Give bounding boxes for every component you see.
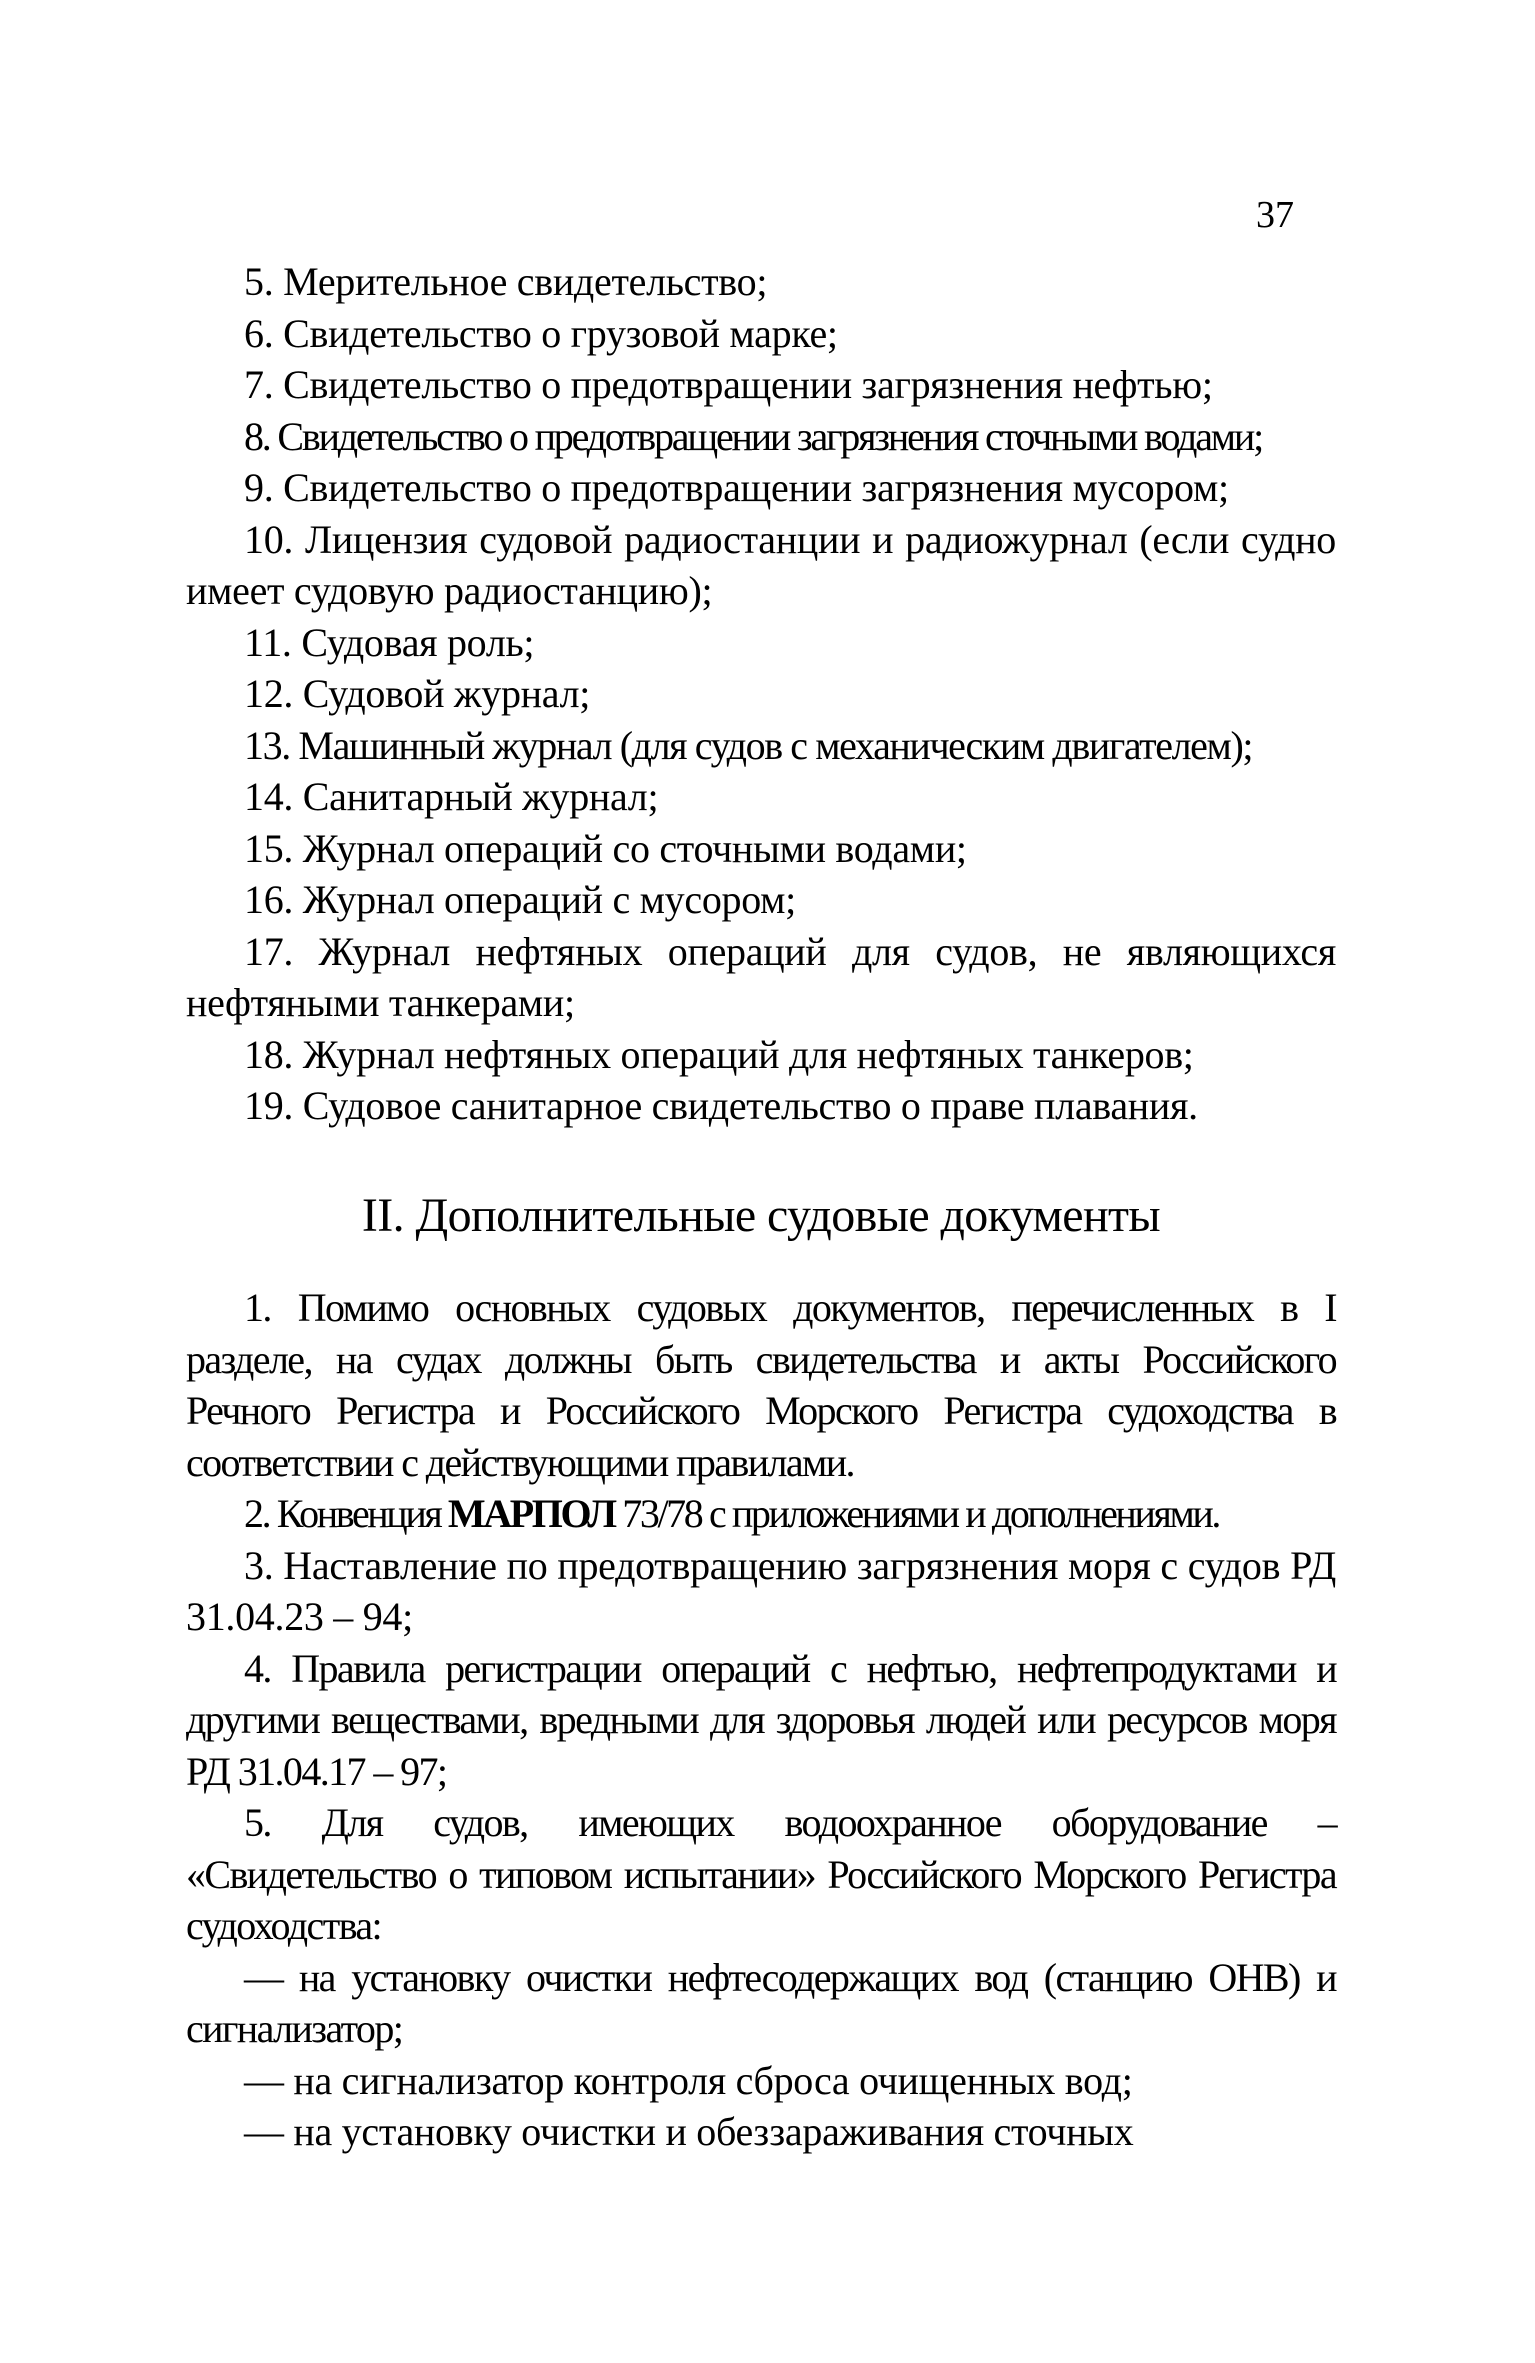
list-item: 7. Свидетельство о предотвращении загрязнения нефтью;	[244, 362, 1213, 407]
list-item: 5. Мерительное свидетельство;	[244, 259, 768, 304]
page-number: 37	[1256, 194, 1294, 236]
marpol-term: МАРПОЛ	[447, 1491, 615, 1536]
list-item: 17. Журнал нефтяных операций для судов, не являющихся нефтяными танкерами;	[186, 928, 1336, 1025]
paragraph: 1. Помимо основных судовых документов, перечисленных в I разделе, на судах должны быть свидетельства и акты Российского Речного Регистра и Российского Морского Регистра судоходства в соответствии с действующими правилами.	[186, 1285, 1336, 1485]
list-item: 10. Лицензия судовой радиостанции и радиожурнал (если судно имеет судовую радиостанцию);	[186, 516, 1336, 613]
list-item: 15. Журнал операций со сточными водами;	[244, 825, 967, 871]
list-item: 16. Журнал операций с мусором;	[244, 877, 796, 922]
list-item: 6. Свидетельство о грузовой марке;	[244, 310, 838, 356]
paragraph-text: 73/78 с приложениями и дополнениями.	[614, 1491, 1219, 1536]
list-item: 13. Машинный журнал (для судов с механическим двигателем);	[244, 722, 1253, 768]
paragraph: 3. Наставление по предотвращению загрязнения моря с судов РД 31.04.23 – 94;	[186, 1542, 1336, 1639]
paragraph: — на установку очистки и обеззараживания сточных	[244, 2109, 1134, 2154]
ship-documents-list	[186, 256, 1336, 1132]
paragraph-text: 2. Конвенция	[244, 1491, 448, 1536]
paragraph: 4. Правила регистрации операций с нефтью, нефтепродуктами и другими веществами, вредными для здоровья людей или ресурсов моря РД 31.04.17 – 97;	[186, 1645, 1336, 1794]
section-title: II. Дополнительные судовые документы	[361, 1189, 1161, 1242]
list-item: 11. Судовая роль;	[244, 619, 535, 665]
list-item: 8. Свидетельство о предотвращении загрязнения сточными водами;	[244, 413, 1263, 459]
list-item: 19. Судовое санитарное свидетельство о праве плавания.	[244, 1083, 1198, 1128]
paragraph: — на установку очистки нефтесодержащих вод (станцию ОНВ) и сигнализатор;	[186, 1954, 1336, 2051]
paragraph: — на сигнализатор контроля сброса очищенных вод;	[244, 2057, 1133, 2103]
paragraph: 5. Для судов, имеющих водоохранное оборудование – «Свидетельство о типовом испытании» Российского Морского Регистра судоходства:	[186, 1800, 1336, 1948]
list-item: 12. Судовой журнал;	[244, 671, 591, 716]
list-item: 18. Журнал нефтяных операций для нефтяных танкеров;	[244, 1031, 1194, 1077]
paragraph	[186, 1488, 1336, 1540]
section-body	[186, 1282, 1336, 2158]
list-item: 14. Санитарный журнал;	[244, 774, 659, 819]
list-item: 9. Свидетельство о предотвращении загрязнения мусором;	[244, 465, 1229, 510]
